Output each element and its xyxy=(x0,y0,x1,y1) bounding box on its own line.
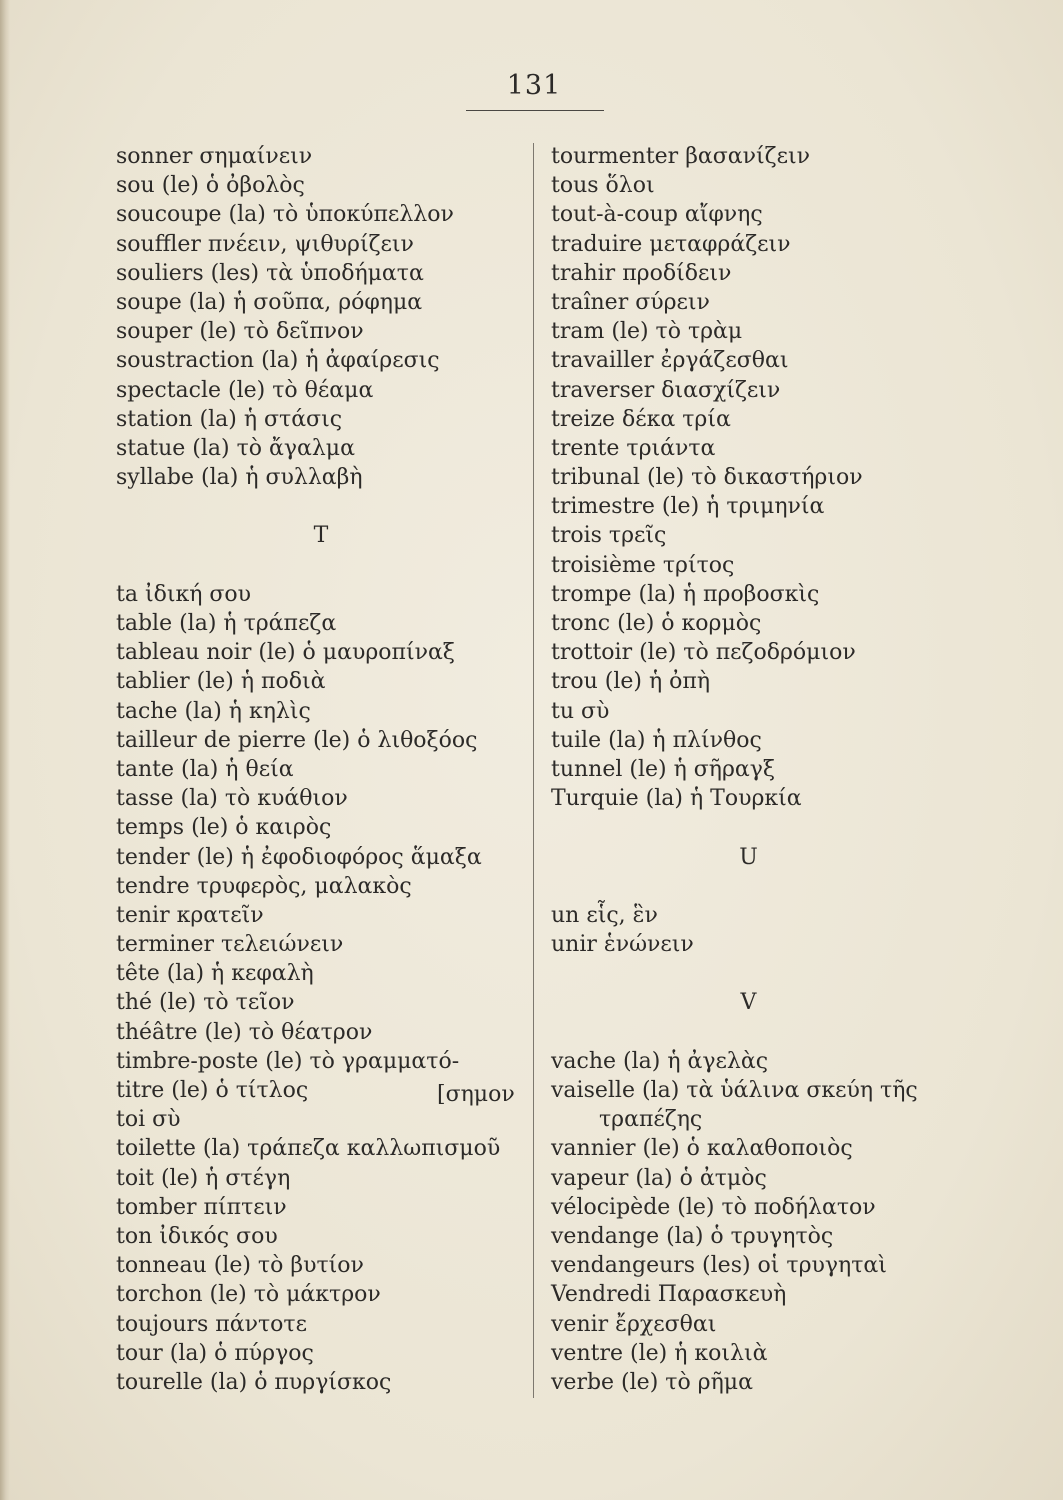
section-letter-t: T xyxy=(313,523,329,549)
dictionary-entry: tante (la) ἡ θεία xyxy=(116,756,294,782)
dictionary-entry: trottoir (le) τὸ πεζοδρόμιον xyxy=(551,640,856,666)
dictionary-entry: traduire μεταφράζειν xyxy=(551,231,791,257)
dictionary-entry: vélocipède (le) τὸ ποδήλατον xyxy=(551,1194,876,1220)
left-column xyxy=(116,142,526,1397)
dictionary-entry: souliers (les) τὰ ὑποδήματα xyxy=(116,260,424,286)
dictionary-entry: ton ἰδικός σου xyxy=(116,1223,278,1249)
dictionary-entry: sou (le) ὁ ὀβολὸς xyxy=(116,173,305,199)
dictionary-entry: station (la) ἡ στάσις xyxy=(116,406,343,432)
dictionary-entry: tendre τρυφερὸς, μαλακὸς xyxy=(116,873,412,899)
dictionary-entry: ta ἰδική σου xyxy=(116,581,252,607)
dictionary-entry: sonner σημαίνειν xyxy=(116,144,313,169)
dictionary-entry: théâtre (le) τὸ θέατρον xyxy=(116,1019,373,1045)
dictionary-entry: vache (la) ἡ ἀγελὰς xyxy=(551,1048,769,1074)
page-binding-edge xyxy=(0,0,10,1500)
dictionary-entry: treize δέκα τρία xyxy=(551,406,731,432)
dictionary-entry: Vendredi Παρασκευὴ xyxy=(551,1282,787,1308)
dictionary-entry: statue (la) τὸ ἄγαλμα xyxy=(116,435,355,461)
dictionary-entry: troisième τρίτος xyxy=(551,552,735,578)
dictionary-entry: un εἷς, ἓν xyxy=(551,902,658,928)
dictionary-entry: table (la) ἡ τράπεζα xyxy=(116,611,337,636)
dictionary-entry: venir ἔρχεσθαι xyxy=(551,1311,717,1337)
dictionary-entry: syllabe (la) ἡ συλλαβὴ xyxy=(116,465,363,491)
dictionary-entry: tourmenter βασανίζειν xyxy=(551,144,810,169)
dictionary-entry: tous ὅλοι xyxy=(551,173,655,199)
dictionary-entry: trou (le) ἡ ὀπὴ xyxy=(551,669,711,695)
dictionary-entry: soupe (la) ἡ σοῦπα, ρόφημα xyxy=(116,289,423,315)
dictionary-entry: traverser διασχίζειν xyxy=(551,377,781,403)
dictionary-entry: souper (le) τὸ δεῖπνον xyxy=(116,319,364,345)
dictionary-entry: torchon (le) τὸ μάκτρον xyxy=(116,1282,381,1308)
dictionary-entry: tronc (le) ὁ κορμὸς xyxy=(551,611,762,636)
dictionary-entry: tender (le) ἡ ἐφοδιοφόρος ἅμαξα xyxy=(116,844,482,870)
dictionary-entry: soucoupe (la) τὸ ὑποκύπελλον xyxy=(116,202,454,228)
header-rule xyxy=(466,110,604,111)
dictionary-entry: tonneau (le) τὸ βυτίον xyxy=(116,1253,364,1279)
dictionary-entry: Turquie (la) ἡ Τουρκία xyxy=(551,786,802,812)
dictionary-entry: vendangeurs (les) οἱ τρυγηταὶ xyxy=(551,1253,887,1279)
dictionary-entry: toi σὺ xyxy=(116,1107,181,1133)
dictionary-entry: verbe (le) τὸ ρῆμα xyxy=(551,1369,753,1395)
dictionary-entry: tailleur de pierre (le) ὁ λιθοξόος xyxy=(116,727,478,753)
dictionary-entry: tourelle (la) ὁ πυργίσκος xyxy=(116,1369,392,1395)
dictionary-entry: toit (le) ἡ στέγη xyxy=(116,1165,291,1191)
dictionary-entry: timbre-poste (le) τὸ γραμματό- xyxy=(116,1048,460,1074)
dictionary-entry: tout-à-coup αἴφνης xyxy=(551,202,763,228)
dictionary-entry: tunnel (le) ἡ σῆραγξ xyxy=(551,756,776,782)
dictionary-entry: tache (la) ἡ κηλὶς xyxy=(116,698,311,724)
dictionary-entry: tour (la) ὁ πύργος xyxy=(116,1340,314,1366)
dictionary-entry: traîner σύρειν xyxy=(551,289,710,315)
dictionary-entry: unir ἑνώνειν xyxy=(551,932,694,958)
dictionary-entry: terminer τελειώνειν xyxy=(116,932,344,958)
section-letter-u: U xyxy=(739,844,758,870)
dictionary-entry: vendange (la) ὁ τρυγητὸς xyxy=(551,1223,834,1249)
dictionary-entry: tu σὺ xyxy=(551,698,610,724)
dictionary-entry: soustraction (la) ἡ ἀφαίρεσις xyxy=(116,348,440,374)
dictionary-entry: trimestre (le) ἡ τριμηνία xyxy=(551,494,825,520)
dictionary-entry: souffler πνέειν, ψιθυρίζειν xyxy=(116,231,414,257)
dictionary-entry: trente τριάντα xyxy=(551,435,716,461)
dictionary-entry: trahir προδίδειν xyxy=(551,260,732,286)
dictionary-entry: vapeur (la) ὁ ἀτμὸς xyxy=(551,1165,767,1191)
dictionary-entry: tuile (la) ἡ πλίνθος xyxy=(551,727,762,753)
dictionary-entry: temps (le) ὁ καιρὸς xyxy=(116,815,332,841)
dictionary-entry-continuation: τραπέζης xyxy=(599,1107,703,1133)
page-number: 131 xyxy=(506,70,562,101)
dictionary-entry: tasse (la) τὸ κυάθιον xyxy=(116,786,348,812)
dictionary-entry: tomber πίπτειν xyxy=(116,1194,287,1220)
continuation-bracket-note: [σημον xyxy=(437,1082,515,1107)
section-letter-v: V xyxy=(740,990,757,1016)
dictionary-entry: tableau noir (le) ὁ μαυροπίναξ xyxy=(116,640,455,666)
dictionary-entry: tenir κρατεῖν xyxy=(116,902,264,928)
dictionary-entry: titre (le) ὁ τίτλος xyxy=(116,1078,309,1103)
dictionary-entry: tête (la) ἡ κεφαλὴ xyxy=(116,961,314,987)
dictionary-entry: travailler ἐργάζεσθαι xyxy=(551,348,789,374)
dictionary-entry: spectacle (le) τὸ θέαμα xyxy=(116,377,374,403)
dictionary-entry: tram (le) τὸ τρὰμ xyxy=(551,319,743,345)
dictionary-entry: thé (le) τὸ τεῖον xyxy=(116,990,295,1016)
right-column xyxy=(551,142,971,1397)
column-divider xyxy=(533,143,534,1398)
dictionary-entry: ventre (le) ἡ κοιλιὰ xyxy=(551,1340,768,1366)
dictionary-entry: vannier (le) ὁ καλαθοποιὸς xyxy=(551,1136,853,1162)
dictionary-entry: tribunal (le) τὸ δικαστήριον xyxy=(551,465,863,491)
dictionary-entry: toujours πάντοτε xyxy=(116,1311,307,1337)
dictionary-entry: trois τρεῖς xyxy=(551,523,667,549)
dictionary-entry: trompe (la) ἡ προβοσκὶς xyxy=(551,581,820,607)
dictionary-entry: vaiselle (la) τὰ ὑάλινα σκεύη τῆς xyxy=(551,1078,918,1103)
dictionary-entry: toilette (la) τράπεζα καλλωπισμοῦ xyxy=(116,1136,501,1162)
dictionary-entry: tablier (le) ἡ ποδιὰ xyxy=(116,669,326,695)
